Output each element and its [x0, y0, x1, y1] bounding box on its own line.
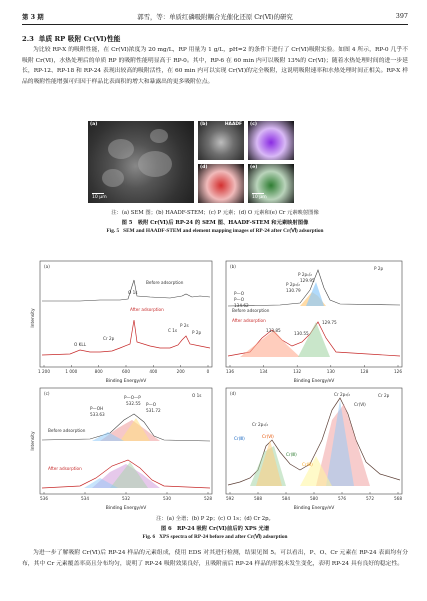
peak-label: P—O—P: [124, 395, 141, 400]
x-tick-label: 1 200: [38, 369, 50, 374]
peak-value: 532.55: [126, 401, 141, 406]
peak-value: 130.79: [286, 288, 301, 293]
x-tick-label: 126: [394, 369, 402, 374]
x-tick-label: 1 000: [65, 369, 78, 374]
panel-d-xlabel: Binding Energy/eV: [293, 506, 335, 511]
sem-scale-bar: 10 μm: [92, 195, 107, 200]
peak-label: P 2p₁/₂: [298, 272, 312, 277]
page-number: 397: [395, 12, 408, 20]
panel-d-label: (d): [230, 391, 236, 396]
haadf-tag: HAADF: [224, 122, 242, 127]
x-tick-label: 576: [338, 496, 346, 501]
peak-label: P 2p₃/₂: [286, 282, 300, 287]
body-paragraph-2: 为进一步了解吸附 Cr(Ⅵ)后 RP-24 样品的元素组成，使用 EDS 对其进行检测，结果见图 5。可以看出，P、O、Cr 元素在 RP-24 表面均有分布，其中 Cr 元素覆盖率高且分布均匀，说明了 RP-24 吸附效果良好，且吸附前后 RP-24 样品的形貌未发生变化，表明 RP-24 具有良好的稳定性。: [22, 550, 408, 567]
peak-label: Cr(Ⅵ): [262, 434, 274, 439]
fig5-caption-cn: 图 5 吸附 Cr(Ⅵ)后 RP-24 的 SEM 图、HAADF-STEM 和元素映射图像: [121, 220, 309, 226]
x-tick-label: 134: [259, 369, 268, 374]
body-paragraph-1: 为比较 RP-X 的吸附性能，在 Cr(Ⅵ)浓度为 20 mg/L，RP 用量为 1 g/L，pH=2 的条件下进行了 Cr(Ⅵ)吸附实验。如图 4 所示，RP-0 几乎不吸附 Cr(Ⅵ)，水热处理后的单质 RP 的吸附性能明显高于 RP-0。其中，RP-6 在 60 min 内可以吸附 13%的 Cr(Ⅵ)；随着水热处理时间的进一步延长，RP-12、RP-18 和 RP-24 表现出较高的吸附活性，在 60 min 内可以实现 Cr(Ⅵ)的完全吸附，这说明吸附速率和水热处理时间正相关。RP-X 样品的吸附性能增强可归因于样品比表面积的增大和暴露出的更多吸附位点。: [22, 47, 408, 85]
section-number: 2.3: [22, 35, 34, 43]
peak-label: O KLL: [74, 342, 87, 347]
x-tick-label: 580: [310, 496, 318, 501]
panel-a-before-label: Before adsorption: [146, 280, 184, 285]
tile-label: (b): [200, 122, 208, 127]
x-tick-label: 400: [149, 369, 158, 374]
fig5-note: 注：(a) SEM 图；(b) HAADF-STEM；(c) P 元素；(d) O 元素和(e) Cr 元素映射图像: [111, 210, 319, 216]
peak-value: 134.62: [234, 303, 249, 308]
panel-b-after-label: After adsorption: [232, 318, 266, 323]
panel-a-after-label: After adsorption: [130, 307, 164, 312]
panel-b-before-label: Before adsorption: [232, 308, 270, 313]
peak-label: P—OH: [90, 406, 104, 411]
peak-value: 129.95: [300, 278, 315, 283]
x-tick-label: 532: [122, 496, 130, 501]
fig6-note: 注：(a) 全谱；(b) P 2p；(c) O 1s；(d) Cr 2p。: [156, 516, 274, 522]
tile-label: (c): [250, 122, 257, 127]
panel-d-title: Cr 2p: [378, 393, 390, 398]
panel-b-label: (b): [230, 264, 236, 269]
panel-c-after-label: After adsorption: [48, 466, 82, 471]
fig5-caption-text: SEM and HAADF-STEM and element mapping images of RP-24 after Cr(Ⅵ) adsorption: [123, 228, 324, 234]
x-tick-label: 530: [163, 496, 171, 501]
tile-label: (d): [200, 165, 208, 170]
x-tick-label: 130: [326, 369, 335, 374]
panel-b-xlabel: Binding Energy/eV: [293, 379, 335, 384]
panel-b-title: P 2p: [374, 266, 384, 271]
fig6-caption-cn: 图 6 RP-24 吸附 Cr(Ⅵ)前后的 XPS 光谱: [160, 526, 270, 532]
peak-label: P—O: [146, 402, 157, 407]
x-tick-label: 568: [394, 496, 402, 501]
peak-label: Cr(Ⅲ): [302, 462, 313, 467]
sem-label: (a): [90, 122, 98, 127]
fig6-prefix: Fig. 6: [142, 534, 156, 540]
peak-label: P 2p: [192, 330, 202, 335]
running-title: 郭雪，等：单质红磷吸附耦合光催化还原 Cr(Ⅵ)的研究: [137, 13, 293, 21]
x-tick-label: 588: [254, 496, 262, 501]
x-tick-label: 600: [122, 369, 130, 374]
x-tick-label: 592: [226, 496, 234, 501]
peak-value: 133.85: [266, 328, 281, 333]
tile-label: (e): [250, 165, 258, 170]
fig5-prefix: Fig. 5: [106, 228, 120, 234]
x-tick-label: 132: [293, 369, 302, 374]
peak-value: 130.55: [294, 331, 309, 336]
peak-label: Cr 2p₁/₂: [252, 422, 269, 427]
section-title: 单质 RP 吸附 Cr(Ⅵ)性能: [38, 35, 121, 43]
panel-c-before-label: Before adsorption: [48, 428, 86, 433]
x-tick-label: 528: [204, 496, 212, 501]
panel-c-title: O 1s: [192, 393, 202, 398]
panel-b: [226, 261, 402, 384]
panel-a-ylabel: Intensity: [31, 308, 36, 328]
panel-c-label: (c): [44, 391, 50, 396]
issue-number: 第 3 期: [22, 13, 44, 21]
panel-c-ylabel: Intensity: [31, 431, 36, 451]
peak-label: P—O: [234, 291, 245, 296]
map-scale-bar: 10 μm: [252, 195, 267, 200]
panel-d: [226, 388, 402, 511]
peak-label: P—O: [234, 297, 245, 302]
panel-a-xlabel: Binding Energy/eV: [105, 379, 147, 384]
x-tick-label: 128: [360, 369, 369, 374]
peak-value: 533.63: [90, 412, 105, 417]
peak-label: Cr 2p₃/₂: [334, 392, 351, 397]
x-tick-label: 136: [226, 369, 234, 374]
peak-label: Cr 2p: [103, 336, 115, 341]
x-tick-label: 572: [366, 496, 374, 501]
x-tick-label: 536: [40, 496, 48, 501]
peak-value: 531.72: [146, 408, 161, 413]
x-tick-label: 584: [282, 496, 290, 501]
fig6-caption-en: [22, 534, 408, 540]
peak-label: C 1s: [168, 328, 178, 333]
peak-label: Cr(Ⅵ): [354, 402, 366, 407]
peak-label: P 2s: [180, 323, 189, 328]
panel-a-before-curve: [42, 280, 210, 301]
peak-label: O 1s: [128, 290, 138, 295]
panel-a: [30, 261, 212, 384]
panel-a-label: (a): [44, 264, 50, 269]
peak-label: Cr(Ⅲ): [234, 436, 245, 441]
x-tick-label: 800: [94, 369, 103, 374]
peak-value: 129.75: [322, 320, 337, 325]
panel-c-xlabel: Binding Energy/eV: [105, 506, 147, 511]
x-tick-label: 534: [81, 496, 89, 501]
x-tick-label: 200: [176, 369, 185, 374]
panel-c: [30, 388, 212, 511]
peak-label: Cr(Ⅲ): [286, 452, 297, 457]
fig6-caption-text: XPS spectra of RP-24 before and after Cr(Ⅵ) adsorption: [159, 534, 288, 540]
x-tick-label: 0: [206, 369, 210, 374]
